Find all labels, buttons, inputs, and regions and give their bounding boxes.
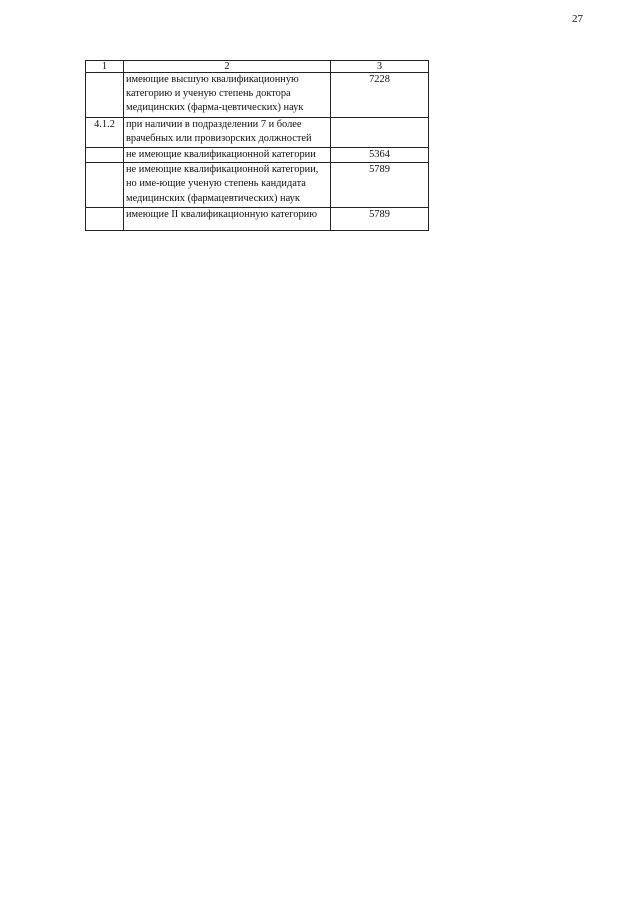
header-col-3: 3 — [331, 61, 429, 73]
header-col-1: 1 — [86, 61, 124, 73]
row-description: при наличии в подразделении 7 и более врачебных или провизорских должностей — [124, 118, 331, 148]
table-header-row — [86, 61, 429, 73]
table-row — [86, 118, 429, 148]
table-row — [86, 73, 429, 118]
table-row — [86, 208, 429, 231]
row-description: имеющие II квалификационную категорию — [124, 208, 331, 231]
tariff-table — [85, 60, 429, 231]
row-number — [86, 208, 124, 231]
table-row — [86, 163, 429, 208]
page-number: 27 — [572, 13, 583, 25]
row-number — [86, 148, 124, 163]
row-description: не имеющие квалификационной категории, но име-ющие ученую степень кандидата медицинских (фармацевтических) наук — [124, 163, 331, 208]
row-description: имеющие высшую квалификационную категорию и ученую степень доктора медицинских (фарма-цевтических) наук — [124, 73, 331, 118]
row-value: 5364 — [331, 148, 429, 163]
row-description: не имеющие квалификационной категории — [124, 148, 331, 163]
row-value: 5789 — [331, 208, 429, 231]
row-number — [86, 73, 124, 118]
row-value — [331, 118, 429, 148]
row-number — [86, 163, 124, 208]
header-col-2: 2 — [124, 61, 331, 73]
table-row — [86, 148, 429, 163]
row-value: 5789 — [331, 163, 429, 208]
row-number: 4.1.2 — [86, 118, 124, 148]
row-value: 7228 — [331, 73, 429, 118]
